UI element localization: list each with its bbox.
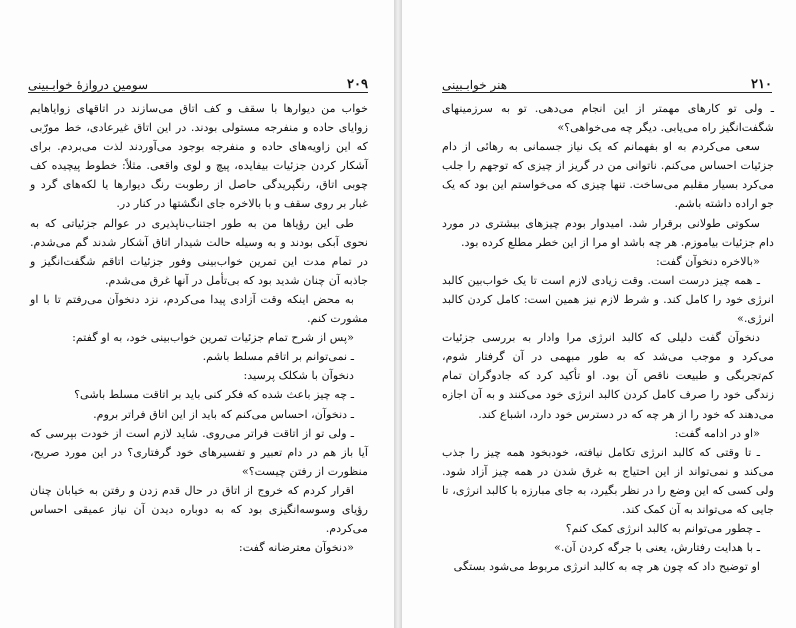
left-paragraph: اقرار کردم که خروج از اتاق در حال قدم زدن و رفتن به خیابان چنان رؤیای وسوسه‌انگیزی بود که به دوباره دیدن آن نیاز عمیقی احساس می‌کردم. bbox=[30, 483, 368, 536]
left-paragraph: «دنخوآن معترضانه گفت: bbox=[238, 541, 354, 555]
right-page-number: ۲۱۰ bbox=[751, 77, 772, 92]
left-paragraph: به محض اینکه وقت آزادی پیدا می‌کردم، نزد دنخوآن می‌رفتم تا با او مشورت کنم. bbox=[30, 292, 368, 326]
left-paragraph: ـ نمی‌توانم بر اتاقم مسلط باشم. bbox=[202, 350, 354, 364]
right-paragraph: ـ چطور می‌توانم به کالبد انرژی کمک کنم؟ bbox=[565, 522, 760, 536]
left-page-body bbox=[30, 99, 368, 557]
left-paragraph: خواب من دیوارها با سقف و کف اتاق می‌سازند در اتاقهای زوایاهایم زوایای حاده و منفرجه مستولی بودند. در این اتاق غیرعادی، خط مورّبی که این زاویه‌های حاده و منفرجه بوجود می‌آوردند لذت می‌بردم. برای آشکار کردن جزئیات بیفایده، پیچ و لوی واقعی. مثلاً: خطوط پیچیده کف چوبی اتاق، رنگپریدگی حاصل از رطوبت رنگ دیوارها یا لکه‌های گرد و غبار بر روی سقف و با بالاخره جای انگشتها در کنار در. bbox=[30, 102, 368, 211]
right-paragraph: «بالاخره دنخوآن گفت: bbox=[656, 254, 760, 268]
left-running-title: سومین دروازهٔ خوابـبینی bbox=[28, 78, 149, 92]
right-paragraph: سکوتی طولانی برقرار شد. امیدوار بودم چیزهای بیشتری در مورد دام جزئیات بیاموزم. هر چه باشد او مرا از این خطر مطلع کرده بود. bbox=[442, 216, 774, 249]
left-paragraph: ـ ولی تو از اتاقت فراتر می‌روی. شاید لازم است از خودت بپرسی که آیا باز هم در دام تعبیر و تفسیرهای خود گرفتاری؟ در این مورد صریح، منظورت از رفتن چیست؟» bbox=[30, 426, 368, 478]
right-paragraph: ـ ولی تو کارهای مهمتر از این انجام می‌دهی. تو به سرزمینهای شگفت‌انگیز راه می‌یابی. دیگر چه می‌خواهی؟» bbox=[442, 102, 774, 135]
right-page-header bbox=[442, 74, 772, 92]
right-page bbox=[402, 0, 796, 628]
left-page bbox=[0, 0, 394, 628]
right-paragraph: «او در ادامه گفت: bbox=[674, 426, 760, 440]
right-paragraph: دنخوآن گفت دلیلی که کالبد انرژی مرا وادار به بررسی جزئیات می‌کرد و موجب می‌شد که به طور مبهمی در آن گرفتار شوم، کم‌تجربگی و طبیعت ناقص آن بود. او تأکید کرد که جادوگران تمام زندگی خود را صرف کامل کردن کالبد انرژی خود می‌کنند و به آن اجازه می‌دهند که خود را از هر چه که در دسترس خود دارد، اشباع کند. bbox=[442, 331, 774, 421]
right-paragraph: او توضیح داد که چون هر چه به کالبد انرژی مربوط می‌شود بستگی bbox=[453, 560, 760, 574]
left-paragraph: ـ دنخوآن، احساس می‌کنم که باید از این اتاق فراتر بروم. bbox=[93, 407, 354, 421]
right-running-title: هنر خوابـبینی bbox=[442, 78, 508, 92]
right-paragraph: سعی می‌کردم به او بفهمانم که یک نیاز جسمانی به رهائی از دام جزئیات احساس می‌کنم. ناتوانی من در گریز از چیزی که توجهم را جلب می‌کرد بسیار مقلبم می‌ساخت. تنها چیزی که می‌خواستم این بود که یک جو اراده داشته باشم. bbox=[442, 140, 774, 211]
right-page-body bbox=[442, 99, 774, 576]
right-paragraph: ـ همه چیز درست است. وقت زیادی لازم است تا یک خواب‌بین کالبد انرژی خود را کامل کند. و شرط لازم نیز همین است: کامل کردن کالبد انرژی.» bbox=[442, 273, 774, 326]
left-page-header bbox=[28, 74, 368, 92]
left-paragraph: ـ چه چیز باعث شده که فکر کنی باید بر اتاقت مسلط باشی؟ bbox=[74, 388, 354, 402]
left-paragraph: طی این رؤیاها من به طور اجتناب‌ناپذیری در عوالم جزئیاتی که به نحوی آبکی بودند و به وسیله حالت شیدار اتاق آشکار شدند گم می‌شدم. در تمام مدت این تمرین خواب‌بینی وفور جزئیات اتاقم شگفت‌انگیز و جاذبه آن چنان شدید بود که بی‌تأمل در آنها غرق می‌شدم. bbox=[30, 216, 368, 287]
left-header-rule bbox=[28, 92, 368, 93]
left-paragraph: دنخوآن با شکلک پرسید: bbox=[243, 369, 354, 383]
left-page-number: ۲۰۹ bbox=[347, 77, 368, 92]
book-gutter bbox=[394, 0, 402, 628]
right-paragraph: ـ تا وقتی که کالبد انرژی تکامل نیافته، خودبخود همه چیز را جذب می‌کند و نمی‌تواند از این احتیاج به غرق شدن در همه چیز آزاد شود. ولی کسی که این وضع را در نظر بگیرد، به جای مبارزه با کالبد انرژی، تا جایی که می‌تواند به آن کمک کند. bbox=[442, 445, 774, 516]
left-paragraph: «پس از شرح تمام جزئیات تمرین خواب‌بینی خود، به او گفتم: bbox=[72, 331, 354, 345]
right-paragraph: ـ با هدایت رفتارش، یعنی با جرگه کردن آن.» bbox=[553, 541, 760, 555]
right-header-rule bbox=[442, 92, 772, 93]
